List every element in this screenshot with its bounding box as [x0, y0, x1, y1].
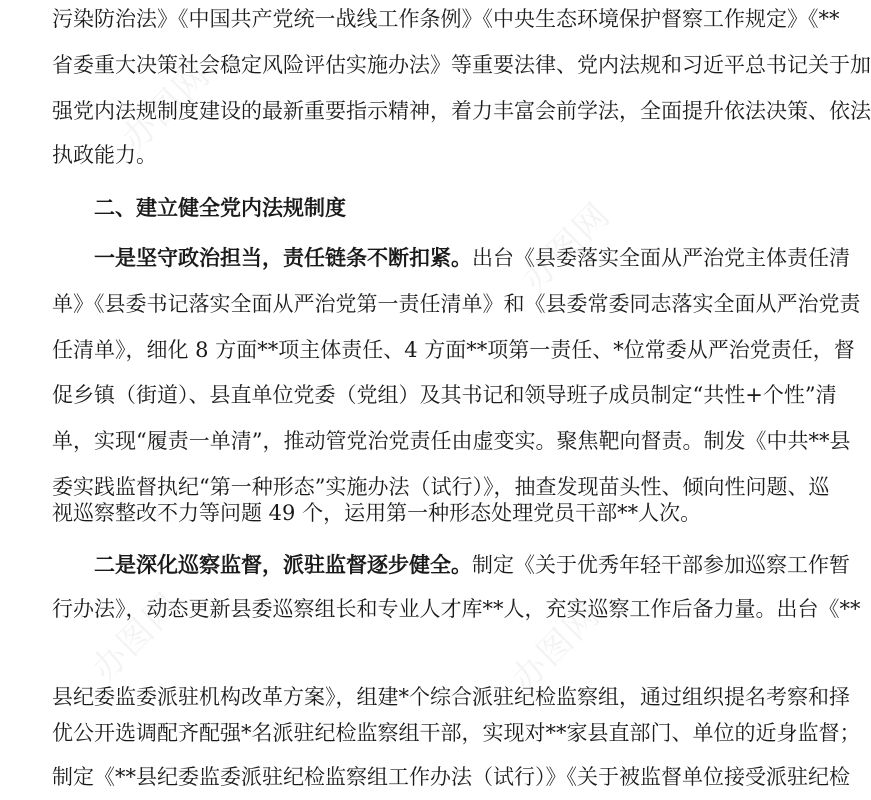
body-line: [52, 337, 855, 363]
body-line: [52, 428, 851, 454]
line-text: 行办法》，动态更新县委巡察组长和专业人才库**人，充实巡察工作后备力量。出台《**: [52, 597, 861, 621]
line-text: 执政能力。: [52, 143, 157, 167]
watermark: 办图网: [84, 584, 189, 690]
line-text: 出台《县委落实全面从严治党主体责任清: [472, 246, 850, 270]
body-line: [52, 764, 850, 790]
line-text: 单，实现“履责一单清”，推动管党治党责任由虚变实。聚焦靶向督责。制发《中共**县: [52, 429, 851, 453]
line-text: 制定《关于优秀年轻干部参加巡察工作暂: [472, 553, 850, 577]
body-line: [52, 474, 830, 500]
line-text: 单》《县委书记落实全面从严治党第一责任清单》和《县委常委同志落实全面从严治党责: [52, 292, 861, 316]
body-line: [52, 52, 871, 78]
body-line: [52, 684, 850, 710]
line-text: 任清单》，细化 8 方面**项主体责任、4 方面**项第一责任、*位常委从严治党责任，督: [52, 338, 855, 362]
body-line: [52, 382, 837, 408]
heading-text: 二、建立健全党内法规制度: [94, 195, 346, 220]
line-text: 强党内法规制度建设的最新重要指示精神，着力丰富会前学法，全面提升依法决策、依法: [52, 99, 871, 123]
watermark: 办图网: [504, 594, 609, 700]
body-line: [94, 245, 850, 271]
line-text: 制定《**县纪委监委派驻纪检监察组工作办法（试行）》《关于被监督单位接受派驻纪检: [52, 765, 850, 789]
body-line: [94, 552, 850, 578]
body-line: [52, 720, 861, 746]
line-text: 委实践监督执纪“第一种形态”实施办法（试行）》，抽查发现苗头性、倾向性问题、巡: [52, 475, 830, 499]
line-text: 优公开选调配齐配强*名派驻纪检监察组干部，实现对**家县直部门、单位的近身监督；: [52, 721, 861, 745]
line-text: 视巡察整改不力等问题 49 个，运用第一种形态处理党员干部**人次。: [52, 501, 702, 525]
body-line: [52, 6, 840, 32]
line-text: 县纪委监委派驻机构改革方案》，组建*个综合派驻纪检监察组，通过组织提名考察和择: [52, 685, 850, 709]
body-line: [52, 291, 861, 317]
body-line: [52, 596, 861, 622]
body-line: [52, 500, 772, 526]
line-text: 省委重大决策社会稳定风险评估实施办法》等重要法律、党内法规和习近平总书记关于加: [52, 53, 871, 77]
section-heading: [94, 195, 774, 221]
line-text: 促乡镇（街道）、县直单位党委（党组）及其书记和领导班子成员制定“共性+个性”清: [52, 383, 837, 407]
line-text: 污染防治法》《中国共产党统一战线工作条例》《中央生态环境保护督察工作规定》《**: [52, 7, 840, 31]
watermark: 办图网: [114, 54, 219, 160]
lead-bold-text: 一是坚守政治担当，责任链条不断扣紧。: [94, 245, 472, 270]
lead-bold-text: 二是深化巡察监督，派驻监督逐步健全。: [94, 552, 472, 577]
watermark: 办图网: [514, 194, 619, 300]
body-line: [52, 142, 772, 168]
body-line: [52, 98, 871, 124]
